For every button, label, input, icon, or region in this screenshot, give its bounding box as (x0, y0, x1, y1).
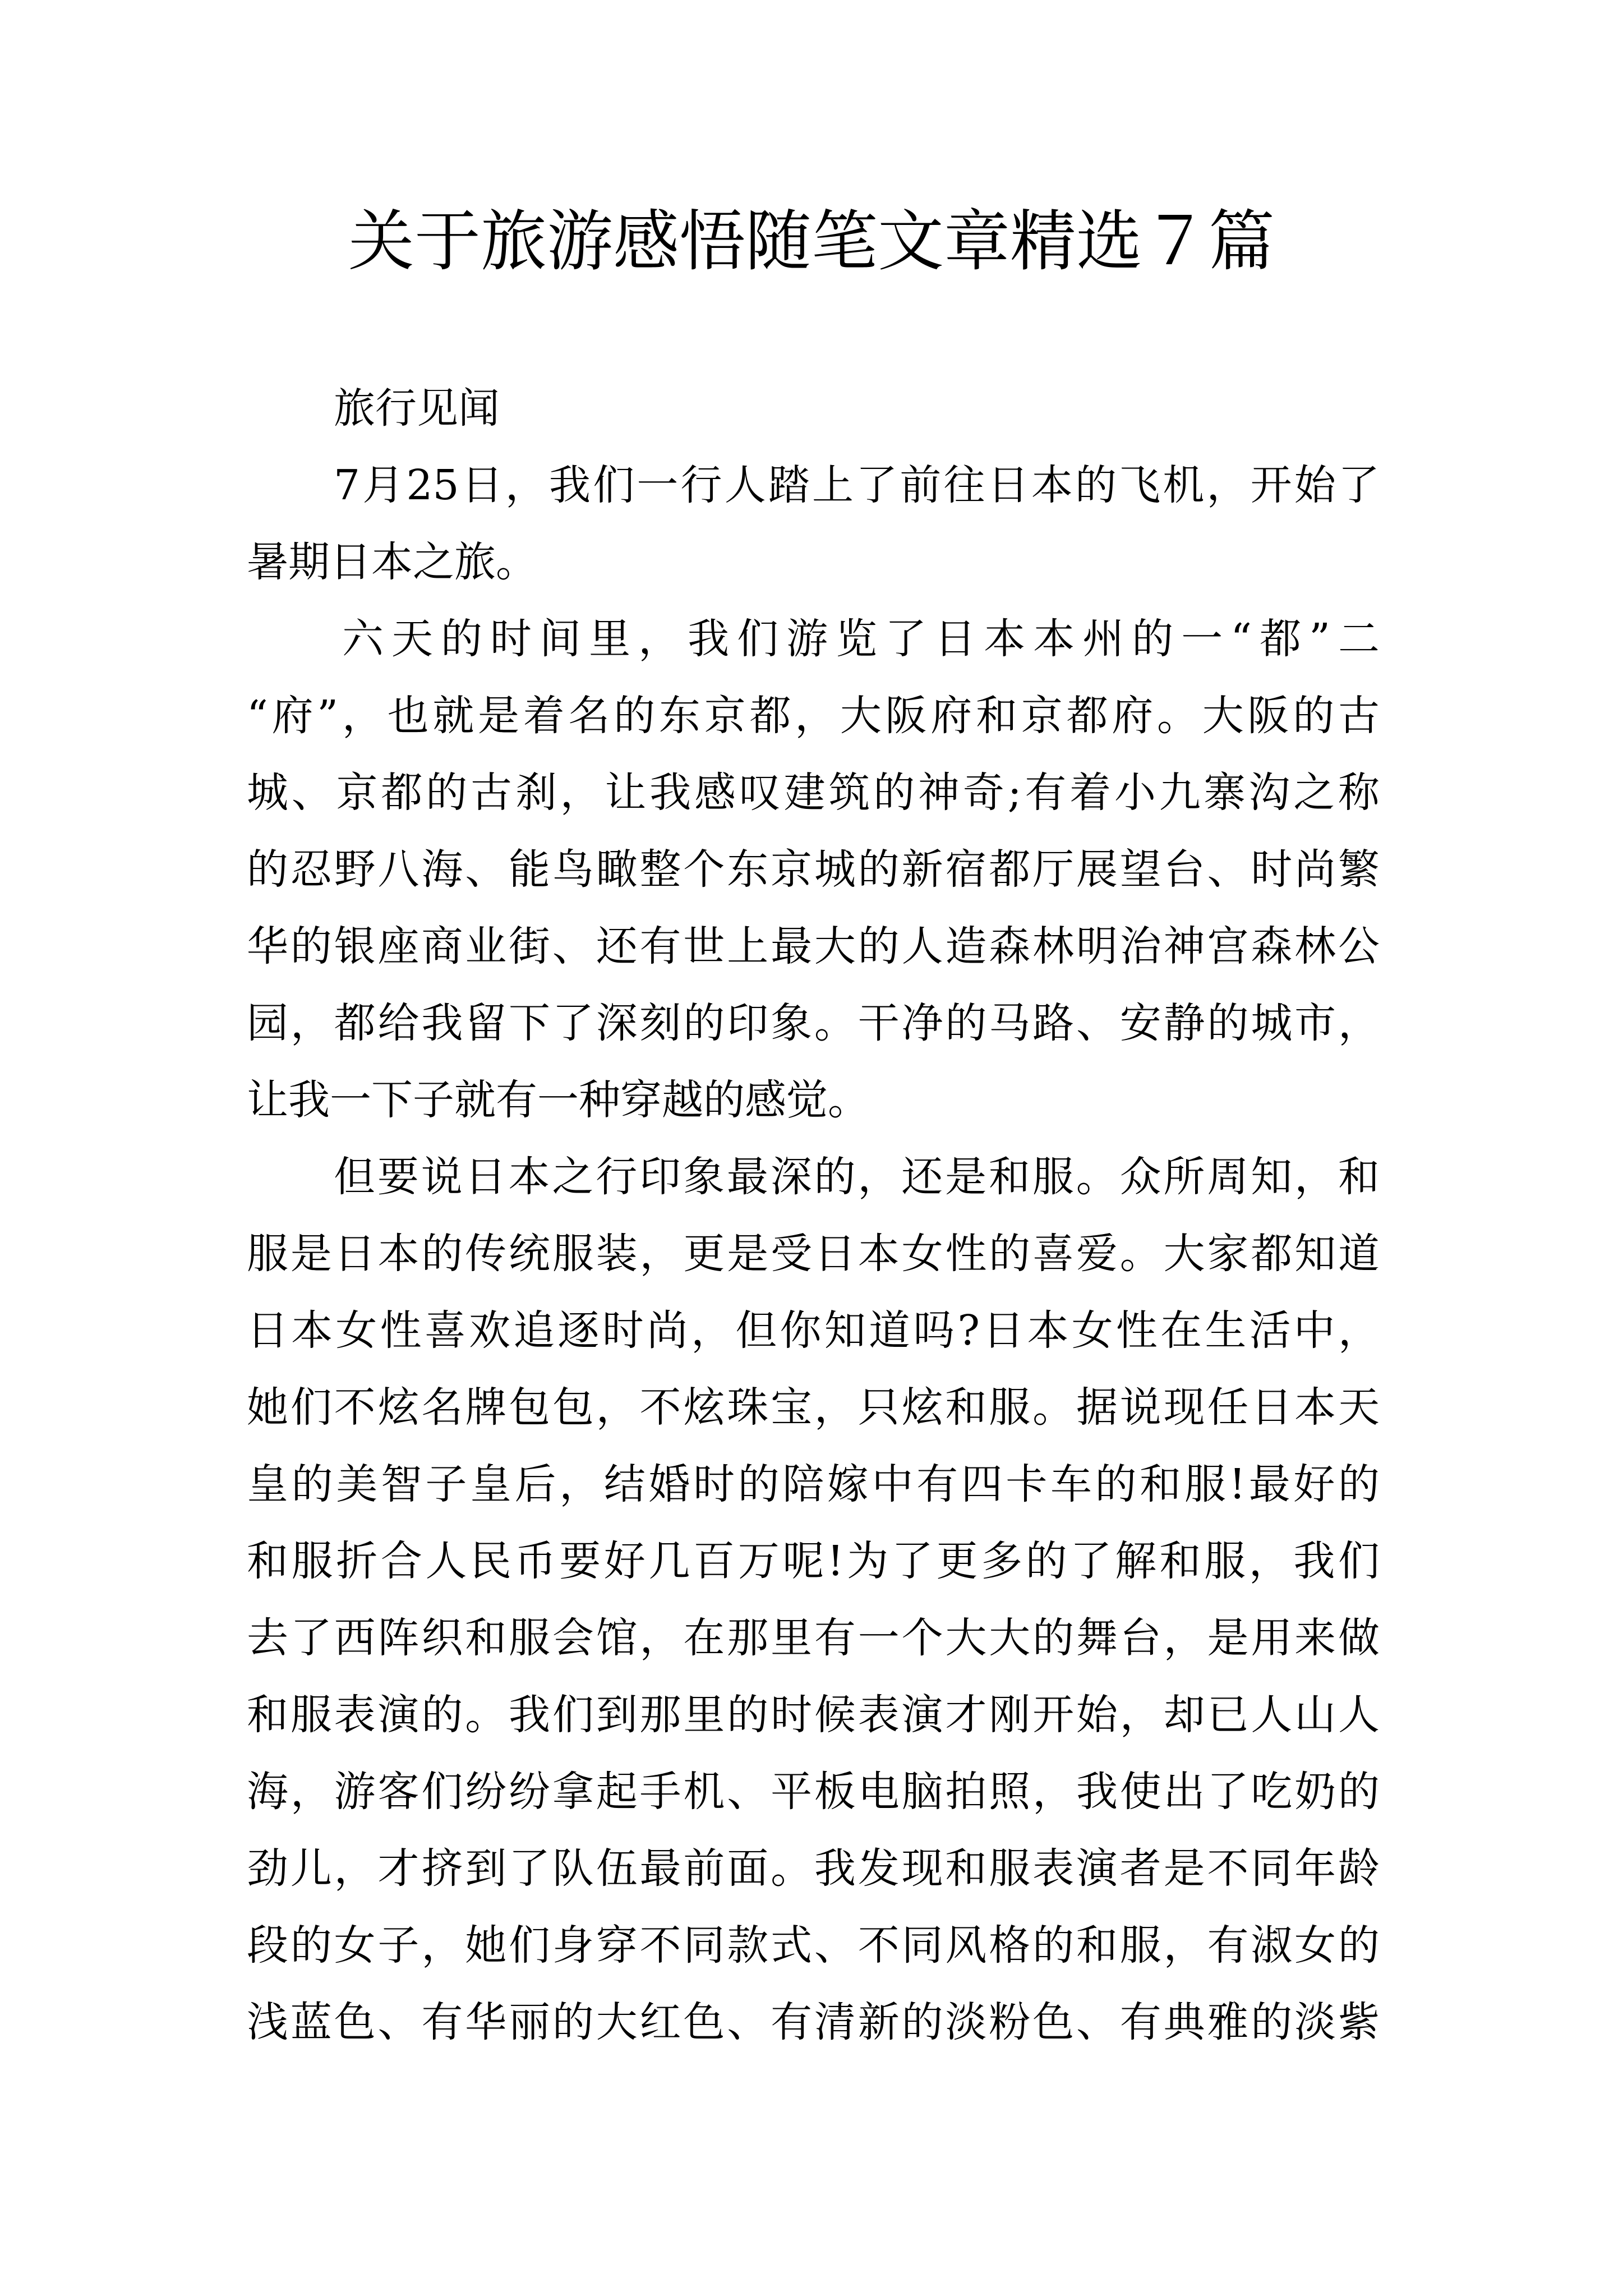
body-line: 浅蓝色、有华丽的大红色、有清新的淡粉色、有典雅的淡紫 (247, 1998, 1380, 2046)
body-line: “府”，也就是着名的东京都，大阪府和京都府。大阪的古 (247, 692, 1380, 740)
body-line: 的忍野八海、能鸟瞰整个东京城的新宿都厅展望台、时尚繁 (247, 845, 1380, 894)
body-line: 让我一下子就有一种穿越的感觉。 (247, 1076, 869, 1124)
body-line: 和服表演的。我们到那里的时候表演才刚开始，却已人山人 (247, 1691, 1380, 1739)
body-line: 她们不炫名牌包包，不炫珠宝，只炫和服。据说现任日本天 (247, 1383, 1380, 1432)
document-body (247, 370, 1380, 2061)
body-line: 但要说日本之行印象最深的，还是和服。众所周知，和 (334, 1153, 1380, 1201)
body-line: 华的银座商业街、还有世上最大的人造森林明治神宫森林公 (247, 922, 1380, 970)
section-heading: 旅行见闻 (334, 384, 500, 432)
body-line: 园，都给我留下了深刻的印象。干净的马路、安静的城市， (247, 999, 1380, 1047)
body-line: 日本女性喜欢追逐时尚，但你知道吗?日本女性在生活中， (247, 1306, 1380, 1355)
body-line: 六天的时间里，我们游览了日本本州的一“都”二 (342, 615, 1380, 663)
body-line: 服是日本的传统服装，更是受日本女性的喜爱。大家都知道 (247, 1230, 1380, 1278)
body-line: 去了西阵织和服会馆，在那里有一个大大的舞台，是用来做 (247, 1614, 1380, 1662)
body-line: 城、京都的古刹，让我感叹建筑的神奇;有着小九寨沟之称 (247, 769, 1380, 817)
body-line: 暑期日本之旅。 (247, 538, 537, 586)
body-line: 和服折合人民币要好几百万呢!为了更多的了解和服，我们 (247, 1537, 1380, 1585)
document-title: 关于旅游感悟随笔文章精选７篇 (348, 203, 1275, 280)
body-line: 皇的美智子皇后，结婚时的陪嫁中有四卡车的和服!最好的 (247, 1460, 1380, 1508)
body-line: 7月25日，我们一行人踏上了前往日本的飞机，开始了 (334, 461, 1380, 509)
body-line: 劲儿，才挤到了队伍最前面。我发现和服表演者是不同年龄 (247, 1844, 1380, 1893)
body-line: 海，游客们纷纷拿起手机、平板电脑拍照，我使出了吃奶的 (247, 1768, 1380, 1816)
body-line: 段的女子，她们身穿不同款式、不同风格的和服，有淑女的 (247, 1921, 1380, 1970)
